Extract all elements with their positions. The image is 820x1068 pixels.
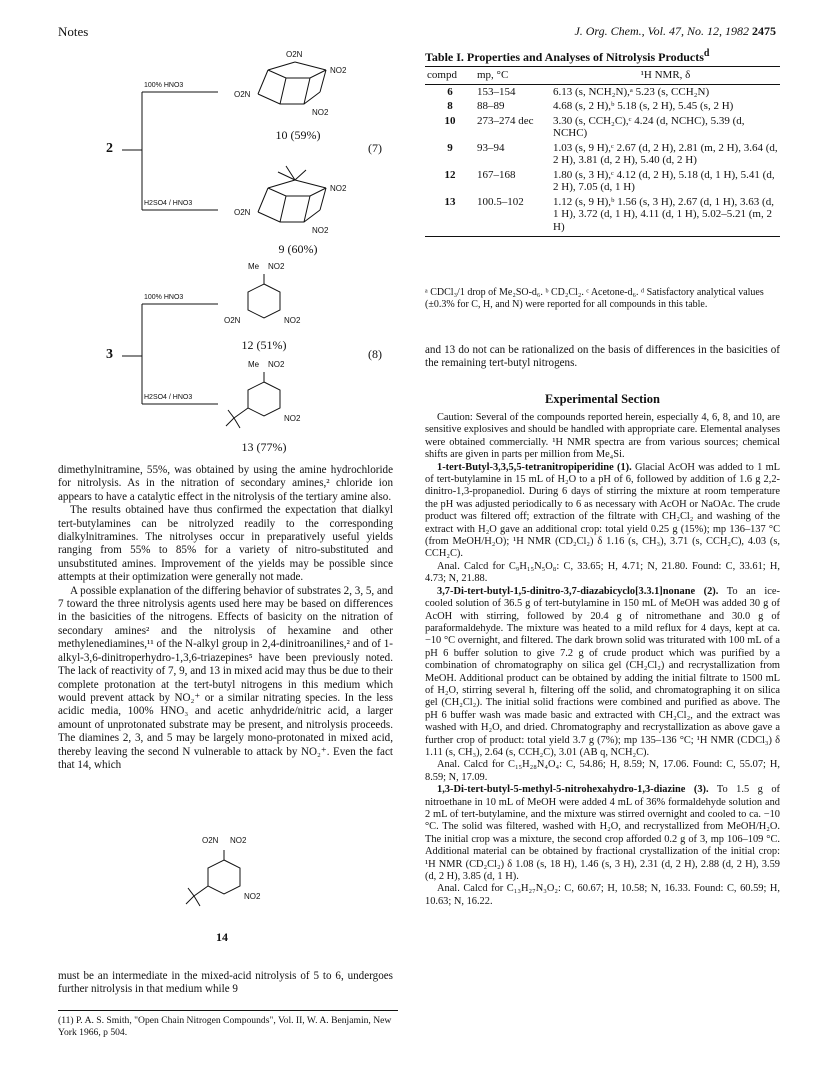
atom-label: NO2 [230,836,247,845]
cell-nmr: 1.80 (s, 3 H),ᶜ 4.12 (d, 2 H), 5.18 (d, 1 H), 5.41 (d, 2 H), 7.05 (d, 1 H) [553,168,775,193]
atom-label: NO2 [284,414,301,423]
table-row [425,114,780,141]
cell-mp: 88–89 [477,100,505,112]
start-compound-3: 3 [106,347,113,362]
procedure-text: To an ice-cooled solution of 36.5 g of tert-butylamine in 150 mL of MeOH was added 30 g of AcOH with stirring, followed by 20.4 g of nitromethane and 30.0 g of paraformaldehyde. The mixture was heated to a mild reflux for 4 days, kept at ca. −10 °C overnight, and filtered. The dark brown solid was triturated with 100 mL of a pH 6 buffer solution to give 7.2 g of crude product which was purified by a combination of chromatography on silica gel (CH₂Cl₂) and recrystallization from MeOH. Additional product can be obtained by adding the initial filtrate to 1500 mL of H₂O, stirring several h, filtering off the solid, and chromatographing it on silica gel (CH₂Cl₂). The initial solid fractions were combined and purified as above. The pH 6 buffer wash was made basic and extracted with CH₂Cl₂, and the extract was washed with H₂O, and dried. Chromatography and recrystallization as above gave a further crop of product: total yield 3.7 g (7%); mp 135–136 °C; ¹H NMR (CDCl₃) δ 1.11 (s, CH₃), 2.64 (s, CCH₂C), 3.01 (AB q, NCH₂C). [425,585,780,758]
equation-7-number: (7) [368,141,382,155]
journal-citation: J. Org. Chem., Vol. 47, No. 12, 1982 [574,24,749,38]
footnote-11: (11) P. A. S. Smith, "Open Chain Nitrogen Compounds", Vol. II, W. A. Benjamin, New York 1966, p 504. [58,1010,398,1039]
paragraph: A possible explanation of the differing behavior of substrates 2, 3, 5, and 7 toward the three nitrolysis agents used here may be based on differences in the basicities of the nitrogens. Effects of basicity on the nitration of secondary amines² and the nitrolysis of hexamine and other methylenediamines,¹¹ of the N-alkyl group in 2,4-dinitroanilines,² and of 1-alkyl-3,6-dinitroperhydro-1,3,6-triazepines⁵ have been previously noted. The lack of reactivity of 7, 9, and 13 in mixed acid may thus be due to their complete protonation at the tert-butyl nitrogens in this medium which would prevent attack by NO₂⁺ or a similar nitrating species. In the less acidic media, 100% HNO₃ and acetic anhydride/nitric acid, a larger amount of unprotonated substrate may be present, and nitrolysis proceeds. The diamines 2, 3, and 5 may be largely mono-protonated in mixed acid, thereby leaving the second N vulnerable to attack by NO₂⁺. Even the fact that 14, which [58,584,393,771]
reagent-top-8: 100% HNO3 [144,294,184,301]
compound-heading: 3,7-Di-tert-butyl-1,5-dinitro-3,7-diazabicyclo[3.3.1]nonane (2). [437,585,719,597]
reagent-bottom-8: H2SO4 / HNO3 [144,394,193,401]
cell-mp: 100.5–102 [475,195,551,237]
cell-compd: 8 [447,100,453,112]
product-9-label: 9 (60%) [278,242,318,256]
cell-compd: 9 [447,141,453,154]
table-row [425,195,780,237]
analysis-paragraph: Anal. Calcd for C₉H₁₅N₅O₈: C, 33.65; H, 4.71; N, 21.80. Found: C, 33.61; H, 4.73; N, 21.88. [425,560,780,585]
cell-mp: 273–274 dec [477,114,534,127]
atom-label: O2N [202,836,219,845]
atom-label: O2N [234,90,251,99]
cell-nmr: 6.13 (s, NCH₂N),ᵃ 5.23 (s, CCH₂N) [553,85,710,98]
atom-label: NO2 [330,184,347,193]
column-header: ¹H NMR, δ [551,67,780,85]
table-title [425,48,780,65]
atom-label: NO2 [268,360,285,369]
compound-14-structure [150,830,310,960]
caution-paragraph: Caution: Several of the compounds reported herein, especially 4, 6, 8, and 10, are sensitive explosives and should be handled with appropriate care. Elemental analyses were obtained commercially. ¹H NMR spectra are from various sources; chemical shifts are given in parts per million from Me₄Si. [425,412,780,461]
product-13-label: 13 (77%) [241,440,287,454]
table-footnotes: ᵃ CDCl₃/1 drop of Me₂SO-d₆. ᵇ CD₂Cl₂. ᶜ Acetone-d₆. ᵈ Satisfactory analytical values (±0.3% for C, H, and N) were reported for all compounds in this table. [425,287,764,310]
atom-label: NO2 [244,892,261,901]
cell-nmr: 3.30 (s, CCH₂C),ᶜ 4.24 (d, NCHC), 5.39 (d, NCHC) [553,114,745,139]
reagent-bottom-7: H2SO4 / HNO3 [144,200,193,207]
column-header: mp, °C [475,67,551,85]
table-title-text: Table I. Properties and Analyses of Nitrolysis Products [425,50,704,64]
table-row [425,141,780,168]
running-head-right [574,24,776,39]
cell-mp: 93–94 [477,141,505,154]
compound-heading: 1-tert-Butyl-3,3,5,5-tetranitropiperidine (1). [437,461,632,473]
table-header-row [425,67,780,85]
nitrolysis-products-table [425,66,780,237]
reaction-schemes [58,48,398,458]
atom-label: NO2 [312,226,329,235]
table-row [425,84,780,99]
cell-mp: 167–168 [477,168,516,181]
compound-14-lines [150,830,310,960]
experimental-paragraph [425,462,780,561]
paragraph: The results obtained have thus confirmed the expectation that dialkyl tert-butylamines can be nitrolyzed readily to the corresponding dialkylnitramines. The nitrolyses occur in preparatively useful yields ranging from 55% to 85% for a variety of nitro-substituted and unsubstituted amines. Improvement of the yields may be possible since attempts at their optimization were generally not made. [58,504,393,584]
analysis-paragraph: Anal. Calcd for C₁₅H₂₈N₄O₄: C, 54.86; H, 8.59; N, 17.06. Found: C, 55.07; H, 8.59; N, 17.09. [425,759,780,783]
paragraph: and 13 do not can be rationalized on the basis of differences in the basicities of the remaining tert-butyl nitrogens. [425,344,780,370]
experimental-section [425,412,780,908]
procedure-text: Glacial AcOH was added to 1 mL of tert-butylamine in 15 mL of H₂O to a pH of 6, followed by addition of 1.6 g 2,2-dinitro-1,3-propanediol. During 6 days of stirring the mixture at room temperature the pH was adjusted periodically to 6 as necessary with AcOH or NaOAc. The crude product was filtered off; extraction of the filtrate with CH₂Cl₂ and washing of the extract with H₂O gave an additional crop: total yield 0.25 g (15%); mp 136–137 °C (from MeOH/H₂O); ¹H NMR (CD₂Cl₂) δ 1.16 (s, CH₃), 3.71 (s, CCH₂C), 4.03 (s, CCH₂C). [425,461,780,560]
procedure-text: To 1.5 g of nitroethane in 10 mL of MeOH were added 4 mL of 36% formaldehyde solution and 2 mL of tert-butylamine, and the mixture was stirred overnight and cooled to ca. −10 °C. The solid was filtered, washed with H₂O, and recrystallized from MeOH/H₂O. The initial crop was a mixture, the second crop afforded 0.2 g of 3, mp 106–109 °C. Additional material can be obtained by fractional crystallization of the initial crop: ¹H NMR (CD₂Cl₂) δ 1.08 (s, 18 H), 1.46 (s, 3 H), 2.31 (d, 2 H), 2.88 (d, 2 H), 3.59 (d, 2 H), 3.85 (d, 1 H). [425,784,780,883]
compound-heading: 1,3-Di-tert-butyl-5-methyl-5-nitrohexahydro-1,3-diazine (3). [437,784,709,796]
atom-label: Me [248,262,260,271]
running-head-left: Notes [58,24,89,39]
atom-label: O2N [224,316,241,325]
column-header: compd [425,67,475,85]
cell-compd: 10 [444,114,456,127]
cell-compd: 6 [447,85,453,98]
analysis-paragraph: Anal. Calcd for C₁₃H₂₇N₃O₂: C, 60.67; H, 10.58; N, 16.33. Found: C, 60.59; H, 10.63; N, 16.22. [425,883,780,907]
atom-label: O2N [286,50,303,59]
paragraph: dimethylnitramine, 55%, was obtained by using the amine hydrochloride for nitrolysis. As in the nitration of secondary amines,² chloride ion appears to have a catalytic effect in the nitrolysis of the tertiary amine also. [58,464,393,503]
experimental-paragraph [425,586,780,760]
table-row [425,99,780,114]
section-heading: Experimental Section [545,392,660,406]
atom-label: NO2 [284,316,301,325]
experimental-paragraph [425,784,780,883]
paragraph: must be an intermediate in the mixed-acid nitrolysis of 5 to 6, undergoes further nitrolysis in that medium while 9 [58,970,393,996]
cell-compd: 13 [425,195,475,237]
atom-label: NO2 [312,108,329,117]
cell-mp: 153–154 [477,85,516,98]
product-10-label: 10 (59%) [275,128,321,142]
right-column-intro [425,344,780,371]
cell-nmr: 1.12 (s, 9 H),ᵇ 1.56 (s, 3 H), 2.67 (d, 1 H), 3.63 (d, 1 H), 3.72 (d, 1 H), 4.11 (d, 1 H), 5.02–5.21 (m, 2 H) [551,195,780,237]
cell-nmr: 4.68 (s, 2 H),ᵇ 5.18 (s, 2 H), 5.45 (s, 2 H) [553,100,734,112]
left-column-body-1 [58,464,393,772]
cell-nmr: 1.03 (s, 9 H),ᶜ 2.67 (d, 2 H), 2.81 (m, 2 H), 3.64 (d, 2 H), 3.81 (d, 2 H), 5.40 (d, 2 H) [553,141,778,166]
atom-label: Me [248,360,260,369]
page-number: 2475 [752,24,776,38]
cell-compd: 12 [444,168,456,181]
equation-8-number: (8) [368,347,382,361]
atom-label: O2N [234,208,251,217]
table-row [425,168,780,195]
product-12-label: 12 (51%) [241,338,287,352]
start-compound-2: 2 [106,141,113,156]
left-column-body-2 [58,970,393,997]
compound-14-label: 14 [216,930,228,944]
table-title-footnote-mark: d [703,48,710,59]
reagent-top-7: 100% HNO3 [144,82,184,89]
atom-label: NO2 [330,66,347,75]
atom-label: NO2 [268,262,285,271]
